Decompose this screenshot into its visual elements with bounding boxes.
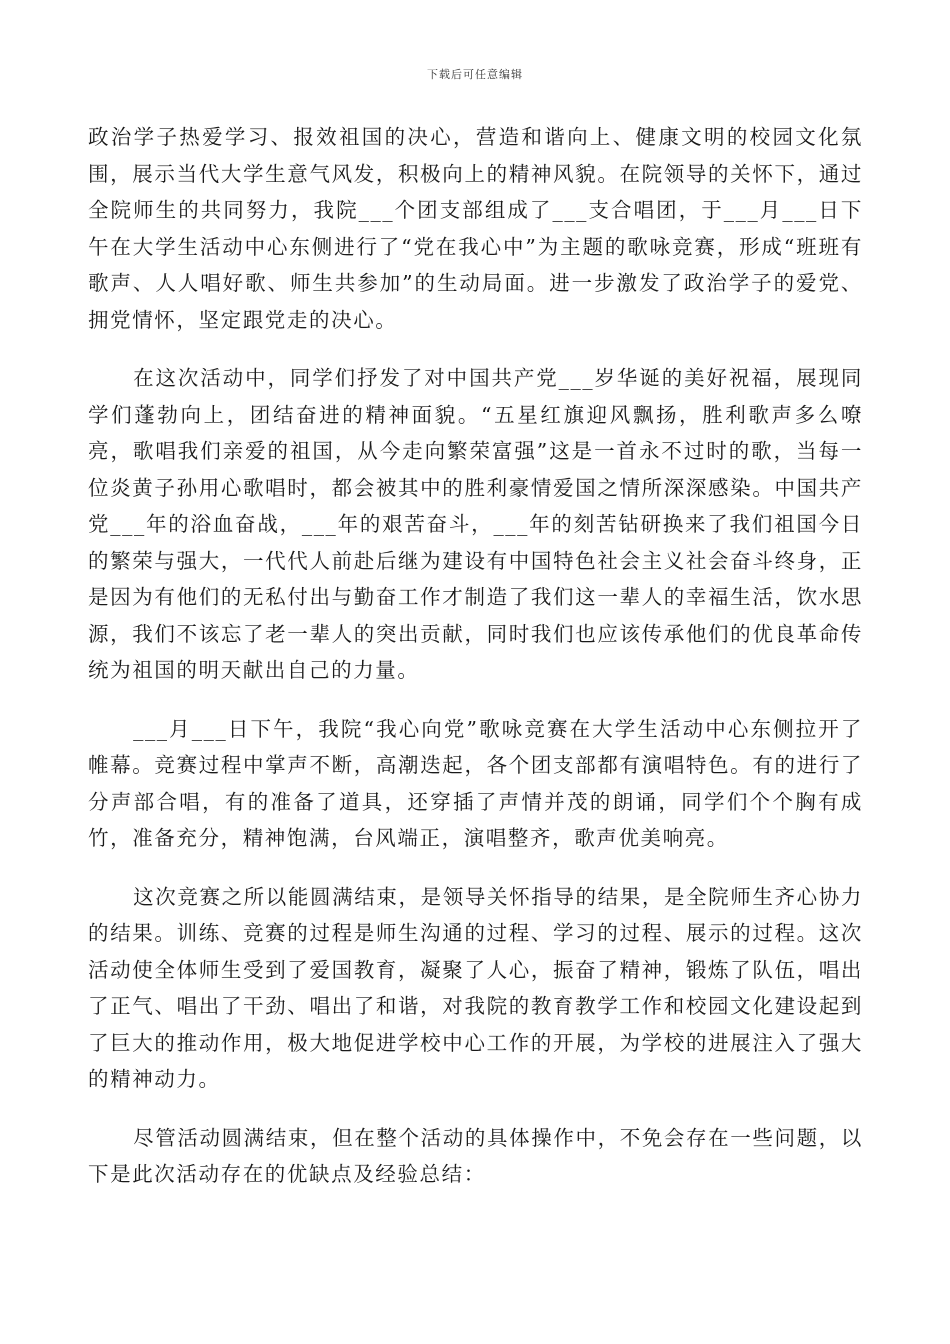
paragraph-summary: 这次竞赛之所以能圆满结束，是领导关怀指导的结果，是全院师生齐心协力的结果。训练、竞赛的过程是师生沟通的过程、学习的过程、展示的过程。这次活动使全体师生受到了爱国教育，凝聚了人心，振奋了精神，锻炼了队伍，唱出了正气、唱出了干劲、唱出了和谐，对我院的教育教学工作和校园文化建设起到了巨大的推动作用，极大地促进学校中心工作的开展，为学校的进展注入了强大的精神动力。 xyxy=(88,884,863,1091)
paragraph-competition: ___月___日下午，我院“我心向党”歌咏竞赛在大学生活动中心东侧拉开了帷幕。竞赛过程中掌声不断，高潮迭起，各个团支部都有演唱特色。有的进行了分声部合唱，有的准备了道具，还穿插了声情并茂的朗诵，同学们个个胸有成竹，准备充分，精神饱满，台风端正，演唱整齐，歌声优美响亮。 xyxy=(88,716,863,850)
document-body xyxy=(88,119,863,1193)
paragraph-continuation: 政治学子热爱学习、报效祖国的决心，营造和谐向上、健康文明的校园文化氛围，展示当代大学生意气风发，积极向上的精神风貌。在院领导的关怀下，通过全院师生的共同努力，我院___个团支部组成了___支合唱团，于___月___日下午在大学生活动中心东侧进行了“党在我心中”为主题的歌咏竞赛，形成“班班有歌声、人人唱好歌、师生共参加”的生动局面。进一步激发了政治学子的爱党、拥党情怀，坚定跟党走的决心。 xyxy=(88,125,863,332)
page-header: 下载后可任意编辑 xyxy=(427,68,523,81)
paragraph-activity: 在这次活动中，同学们抒发了对中国共产党___岁华诞的美好祝福，展现同学们蓬勃向上，团结奋进的精神面貌。“五星红旗迎风飘扬，胜利歌声多么嘹亮，歌唱我们亲爱的祖国，从今走向繁荣富强”这是一首永不过时的歌，当每一位炎黄子孙用心歌唱时，都会被其中的胜利豪情爱国之情所深深感染。中国共产党___年的浴血奋战，___年的艰苦奋斗，___年的刻苦钻研换来了我们祖国今日的繁荣与强大，一代代人前赴后继为建设有中国特色社会主义社会奋斗终身，正是因为有他们的无私付出与勤奋工作才制造了我们这一辈人的幸福生活，饮水思源，我们不该忘了老一辈人的突出贡献，同时我们也应该传承他们的优良革命传统为祖国的明天献出自己的力量。 xyxy=(88,366,863,682)
paragraph-issues: 尽管活动圆满结束，但在整个活动的具体操作中，不免会存在一些问题，以下是此次活动存在的优缺点及经验总结： xyxy=(88,1125,863,1186)
